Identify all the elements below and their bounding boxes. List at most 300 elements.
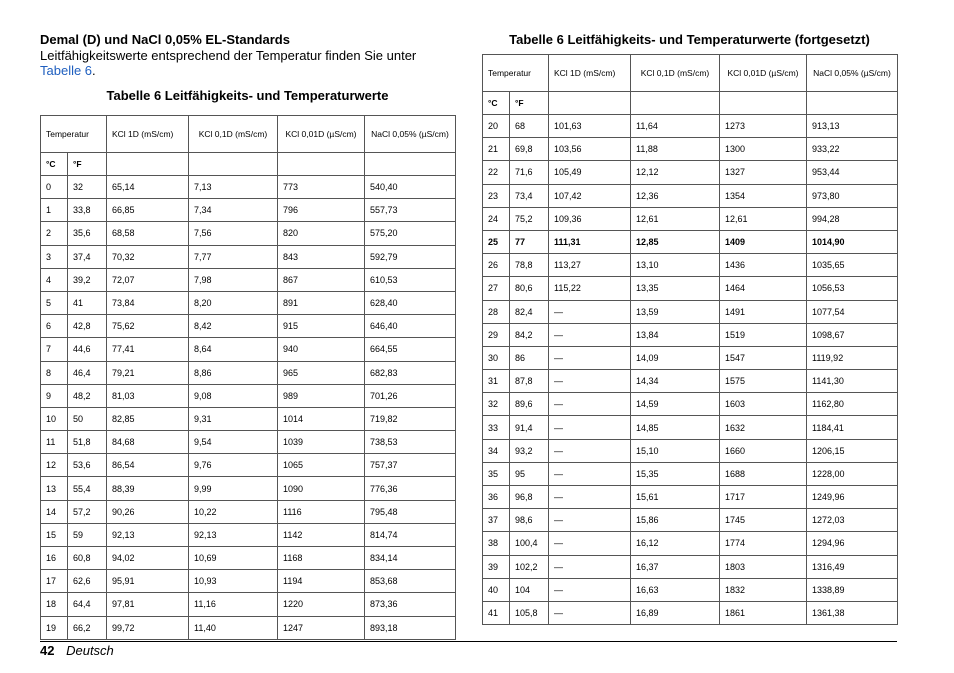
table-row: [483, 138, 898, 161]
table-cell: 1717: [720, 486, 807, 509]
table-cell: 15: [41, 523, 68, 546]
table-row: [483, 277, 898, 300]
table-cell: 75,62: [107, 315, 189, 338]
table-cell: 42,8: [68, 315, 107, 338]
table-cell: 73,4: [510, 184, 549, 207]
table-left: [40, 115, 456, 640]
table-cell: 1119,92: [807, 346, 898, 369]
table-reference-link[interactable]: Tabelle 6: [40, 63, 93, 78]
table-cell: 28: [483, 300, 510, 323]
table-cell: 86,54: [107, 454, 189, 477]
table-cell: 39,2: [68, 268, 107, 291]
section-text-suffix: .: [92, 63, 96, 78]
table-row: [483, 184, 898, 207]
table-cell: —: [549, 462, 631, 485]
footer-divider: [40, 641, 897, 642]
table-row: [483, 601, 898, 624]
table-cell: 14,85: [631, 416, 720, 439]
table-cell: 1491: [720, 300, 807, 323]
table-cell: 834,14: [365, 547, 456, 570]
table-cell: 1141,30: [807, 370, 898, 393]
table-cell: 1464: [720, 277, 807, 300]
table-cell: 84,2: [510, 323, 549, 346]
table-cell: 68: [510, 115, 549, 138]
table-cell: 79,21: [107, 361, 189, 384]
table-cell: 1116: [278, 500, 365, 523]
table-cell: 26: [483, 254, 510, 277]
table-cell: 15,61: [631, 486, 720, 509]
table-cell: 72,07: [107, 268, 189, 291]
table-cell: 1039: [278, 431, 365, 454]
table-cell: 44,6: [68, 338, 107, 361]
table-row: [483, 300, 898, 323]
table-cell: 62,6: [68, 570, 107, 593]
table-cell: 1098,67: [807, 323, 898, 346]
table-cell: 1354: [720, 184, 807, 207]
table-cell: 103,56: [549, 138, 631, 161]
table-cell: 1316,49: [807, 555, 898, 578]
table-cell: 36: [483, 486, 510, 509]
table-cell: 7,98: [189, 268, 278, 291]
footer-language: Deutsch: [66, 643, 114, 658]
table-cell: 13,84: [631, 323, 720, 346]
table-cell: 11: [41, 431, 68, 454]
table-cell: 10,69: [189, 547, 278, 570]
table-cell: 82,85: [107, 407, 189, 430]
table-row: [41, 570, 456, 593]
table-cell: 38: [483, 532, 510, 555]
table-right-body: [483, 115, 898, 625]
table-cell: 891: [278, 291, 365, 314]
table-cell: 29: [483, 323, 510, 346]
table-cell: 30: [483, 346, 510, 369]
table-cell: 557,73: [365, 199, 456, 222]
table-cell: 1861: [720, 601, 807, 624]
header-blank: [365, 153, 456, 176]
table-cell: 1184,41: [807, 416, 898, 439]
table-cell: 84,68: [107, 431, 189, 454]
table-cell: 9,31: [189, 407, 278, 430]
table-cell: 893,18: [365, 616, 456, 639]
table-row: [41, 523, 456, 546]
table-cell: 1142: [278, 523, 365, 546]
table-row: [483, 323, 898, 346]
table-right: [482, 54, 898, 625]
header-blank: [549, 92, 631, 115]
table-row: [483, 509, 898, 532]
table-cell: 4: [41, 268, 68, 291]
table-cell: 796: [278, 199, 365, 222]
table-cell: 8: [41, 361, 68, 384]
table-cell: 973,80: [807, 184, 898, 207]
table-cell: 59: [68, 523, 107, 546]
table-cell: 64,4: [68, 593, 107, 616]
table-cell: 540,40: [365, 176, 456, 199]
table-cell: 719,82: [365, 407, 456, 430]
table-cell: 92,13: [189, 523, 278, 546]
table-cell: 14: [41, 500, 68, 523]
table-cell: 9,54: [189, 431, 278, 454]
table-cell: 873,36: [365, 593, 456, 616]
table-cell: 575,20: [365, 222, 456, 245]
table-row: [483, 161, 898, 184]
table-cell: 102,2: [510, 555, 549, 578]
table-row: [41, 500, 456, 523]
table-cell: 37,4: [68, 245, 107, 268]
table-cell: 14,09: [631, 346, 720, 369]
table-cell: 77,41: [107, 338, 189, 361]
table-cell: 1065: [278, 454, 365, 477]
table-cell: 1: [41, 199, 68, 222]
table-row: [483, 555, 898, 578]
table-cell: —: [549, 555, 631, 578]
table-row: [41, 547, 456, 570]
table-cell: 15,86: [631, 509, 720, 532]
table-cell: 86: [510, 346, 549, 369]
table-cell: 664,55: [365, 338, 456, 361]
table-cell: 89,6: [510, 393, 549, 416]
table-cell: 12,61: [631, 207, 720, 230]
table-cell: 9: [41, 384, 68, 407]
table-cell: 1090: [278, 477, 365, 500]
table-cell: 13,59: [631, 300, 720, 323]
table-cell: 10: [41, 407, 68, 430]
table-cell: 73,84: [107, 291, 189, 314]
table-cell: 592,79: [365, 245, 456, 268]
table-cell: 843: [278, 245, 365, 268]
table-cell: 91,4: [510, 416, 549, 439]
table-cell: 628,40: [365, 291, 456, 314]
table-cell: 1660: [720, 439, 807, 462]
table-cell: —: [549, 370, 631, 393]
table-cell: 1575: [720, 370, 807, 393]
table-row: [483, 486, 898, 509]
table-cell: 27: [483, 277, 510, 300]
table-cell: 1436: [720, 254, 807, 277]
header-temperature: Temperatur: [483, 55, 549, 92]
table-cell: 701,26: [365, 384, 456, 407]
table-cell: 1603: [720, 393, 807, 416]
table-cell: 8,64: [189, 338, 278, 361]
table-cell: 10,22: [189, 500, 278, 523]
table-left-body: [41, 176, 456, 640]
table-cell: 66,2: [68, 616, 107, 639]
table-cell: 9,76: [189, 454, 278, 477]
table-row: [483, 230, 898, 253]
header-kcl-1d: KCl 1D (mS/cm): [549, 55, 631, 92]
table-cell: 94,02: [107, 547, 189, 570]
table-cell: 80,6: [510, 277, 549, 300]
table-cell: 7,13: [189, 176, 278, 199]
table-cell: 60,8: [68, 547, 107, 570]
table-cell: 994,28: [807, 207, 898, 230]
table-cell: 100,4: [510, 532, 549, 555]
table-cell: 65,14: [107, 176, 189, 199]
table-row: [41, 616, 456, 639]
header-blank: [631, 92, 720, 115]
table-cell: 738,53: [365, 431, 456, 454]
table-cell: 113,27: [549, 254, 631, 277]
table-row: [483, 393, 898, 416]
table-cell: 34: [483, 439, 510, 462]
table-cell: 15,35: [631, 462, 720, 485]
table-cell: 940: [278, 338, 365, 361]
table-cell: —: [549, 578, 631, 601]
table-cell: 19: [41, 616, 68, 639]
table-cell: —: [549, 346, 631, 369]
table-cell: 1774: [720, 532, 807, 555]
table-cell: 913,13: [807, 115, 898, 138]
table-cell: 46,4: [68, 361, 107, 384]
table-row: [41, 361, 456, 384]
table-cell: 7,77: [189, 245, 278, 268]
table-cell: 50: [68, 407, 107, 430]
section-text: [40, 48, 455, 78]
header-fahrenheit: °F: [510, 92, 549, 115]
table-row: [41, 176, 456, 199]
table-cell: 8,86: [189, 361, 278, 384]
table-cell: 1300: [720, 138, 807, 161]
table-cell: 1547: [720, 346, 807, 369]
table-cell: 39: [483, 555, 510, 578]
header-blank: [720, 92, 807, 115]
table-cell: 8,42: [189, 315, 278, 338]
table-cell: 55,4: [68, 477, 107, 500]
table-cell: 22: [483, 161, 510, 184]
table-cell: 11,88: [631, 138, 720, 161]
page-footer: [40, 643, 114, 658]
table-row: [41, 477, 456, 500]
header-kcl-001d: KCl 0,01D (µS/cm): [278, 116, 365, 153]
table-cell: 1327: [720, 161, 807, 184]
table-row: [483, 370, 898, 393]
table-cell: 1632: [720, 416, 807, 439]
table-cell: —: [549, 509, 631, 532]
header-temperature: Temperatur: [41, 116, 107, 153]
header-kcl-01d: KCl 0,1D (mS/cm): [189, 116, 278, 153]
table-cell: 23: [483, 184, 510, 207]
table-cell: 51,8: [68, 431, 107, 454]
header-nacl: NaCl 0,05% (µS/cm): [365, 116, 456, 153]
table-row: [41, 291, 456, 314]
table-row: [41, 431, 456, 454]
table-row: [483, 254, 898, 277]
table-cell: 16: [41, 547, 68, 570]
table-cell: 105,8: [510, 601, 549, 624]
table-cell: 11,64: [631, 115, 720, 138]
table-row: [483, 532, 898, 555]
table-cell: 646,40: [365, 315, 456, 338]
table-cell: 25: [483, 230, 510, 253]
table-row: [41, 245, 456, 268]
table-cell: 69,8: [510, 138, 549, 161]
table-cell: 12,36: [631, 184, 720, 207]
table-cell: 757,37: [365, 454, 456, 477]
table-cell: 773: [278, 176, 365, 199]
table-cell: 14,34: [631, 370, 720, 393]
table-cell: 97,81: [107, 593, 189, 616]
table-cell: 610,53: [365, 268, 456, 291]
table-cell: 90,26: [107, 500, 189, 523]
table-cell: —: [549, 532, 631, 555]
header-kcl-01d: KCl 0,1D (mS/cm): [631, 55, 720, 92]
table-row: [483, 439, 898, 462]
table-cell: 70,32: [107, 245, 189, 268]
table-cell: 1409: [720, 230, 807, 253]
table-cell: 682,83: [365, 361, 456, 384]
table-cell: 1832: [720, 578, 807, 601]
table-cell: 853,68: [365, 570, 456, 593]
table-cell: 95: [510, 462, 549, 485]
table-cell: 40: [483, 578, 510, 601]
table-left-caption: Tabelle 6 Leitfähigkeits- und Temperaturwerte: [106, 88, 389, 103]
table-cell: 1035,65: [807, 254, 898, 277]
table-cell: 9,99: [189, 477, 278, 500]
table-cell: 0: [41, 176, 68, 199]
table-cell: 88,39: [107, 477, 189, 500]
table-cell: 41: [68, 291, 107, 314]
table-cell: 8,20: [189, 291, 278, 314]
table-cell: 1228,00: [807, 462, 898, 485]
table-cell: 16,12: [631, 532, 720, 555]
table-cell: 81,03: [107, 384, 189, 407]
table-cell: —: [549, 323, 631, 346]
table-cell: 18: [41, 593, 68, 616]
table-cell: 13,10: [631, 254, 720, 277]
table-cell: —: [549, 486, 631, 509]
table-cell: 1014: [278, 407, 365, 430]
table-cell: 101,63: [549, 115, 631, 138]
table-cell: 105,49: [549, 161, 631, 184]
table-cell: 1014,90: [807, 230, 898, 253]
header-kcl-1d: KCl 1D (mS/cm): [107, 116, 189, 153]
table-cell: 915: [278, 315, 365, 338]
table-row: [41, 268, 456, 291]
table-cell: 7: [41, 338, 68, 361]
table-cell: 66,85: [107, 199, 189, 222]
table-cell: 1361,38: [807, 601, 898, 624]
header-nacl: NaCl 0,05% (µS/cm): [807, 55, 898, 92]
table-cell: 989: [278, 384, 365, 407]
table-cell: 1338,89: [807, 578, 898, 601]
table-cell: 115,22: [549, 277, 631, 300]
table-cell: 21: [483, 138, 510, 161]
table-cell: 1272,03: [807, 509, 898, 532]
section-title: Demal (D) und NaCl 0,05% EL-Standards: [40, 32, 290, 47]
header-blank: [107, 153, 189, 176]
table-cell: 1168: [278, 547, 365, 570]
table-cell: 16,37: [631, 555, 720, 578]
table-cell: 77: [510, 230, 549, 253]
table-cell: 7,56: [189, 222, 278, 245]
table-cell: 16,63: [631, 578, 720, 601]
table-cell: 7,34: [189, 199, 278, 222]
table-cell: 13,35: [631, 277, 720, 300]
table-row: [41, 384, 456, 407]
table-cell: 17: [41, 570, 68, 593]
table-row: [41, 222, 456, 245]
header-celsius: °C: [41, 153, 68, 176]
left-column: [40, 32, 455, 640]
table-row: [483, 578, 898, 601]
table-cell: 1077,54: [807, 300, 898, 323]
table-cell: 109,36: [549, 207, 631, 230]
table-cell: 1194: [278, 570, 365, 593]
table-cell: 12: [41, 454, 68, 477]
table-row: [483, 462, 898, 485]
table-cell: 32: [483, 393, 510, 416]
table-cell: 10,93: [189, 570, 278, 593]
right-column: [482, 32, 897, 625]
table-cell: 75,2: [510, 207, 549, 230]
table-cell: 867: [278, 268, 365, 291]
table-cell: 1249,96: [807, 486, 898, 509]
table-cell: 92,13: [107, 523, 189, 546]
table-cell: 12,85: [631, 230, 720, 253]
table-cell: 41: [483, 601, 510, 624]
table-cell: 11,16: [189, 593, 278, 616]
table-cell: 965: [278, 361, 365, 384]
table-cell: 3: [41, 245, 68, 268]
table-row: [483, 346, 898, 369]
table-cell: 32: [68, 176, 107, 199]
table-cell: 68,58: [107, 222, 189, 245]
table-cell: 1056,53: [807, 277, 898, 300]
table-cell: 98,6: [510, 509, 549, 532]
page-number: 42: [40, 643, 55, 658]
table-cell: 814,74: [365, 523, 456, 546]
table-cell: 53,6: [68, 454, 107, 477]
table-cell: 14,59: [631, 393, 720, 416]
table-cell: 93,2: [510, 439, 549, 462]
table-cell: 96,8: [510, 486, 549, 509]
table-cell: 5: [41, 291, 68, 314]
table-cell: 111,31: [549, 230, 631, 253]
table-cell: 776,36: [365, 477, 456, 500]
table-cell: 795,48: [365, 500, 456, 523]
table-cell: 16,89: [631, 601, 720, 624]
table-row: [483, 115, 898, 138]
table-cell: —: [549, 416, 631, 439]
table-cell: 1273: [720, 115, 807, 138]
header-blank: [189, 153, 278, 176]
table-cell: 1294,96: [807, 532, 898, 555]
table-row: [41, 338, 456, 361]
table-cell: —: [549, 300, 631, 323]
table-cell: 99,72: [107, 616, 189, 639]
table-cell: 82,4: [510, 300, 549, 323]
table-cell: 78,8: [510, 254, 549, 277]
table-cell: —: [549, 393, 631, 416]
table-cell: 87,8: [510, 370, 549, 393]
table-row: [41, 454, 456, 477]
table-cell: 1247: [278, 616, 365, 639]
table-cell: 71,6: [510, 161, 549, 184]
table-cell: 31: [483, 370, 510, 393]
table-cell: 24: [483, 207, 510, 230]
header-fahrenheit: °F: [68, 153, 107, 176]
table-right-caption: Tabelle 6 Leitfähigkeits- und Temperaturwerte (fortgesetzt): [509, 32, 870, 47]
table-cell: 11,40: [189, 616, 278, 639]
table-row: [41, 315, 456, 338]
table-cell: 2: [41, 222, 68, 245]
table-cell: 1220: [278, 593, 365, 616]
table-cell: 15,10: [631, 439, 720, 462]
header-kcl-001d: KCl 0,01D (µS/cm): [720, 55, 807, 92]
table-cell: 37: [483, 509, 510, 532]
table-row: [41, 407, 456, 430]
table-cell: 35,6: [68, 222, 107, 245]
